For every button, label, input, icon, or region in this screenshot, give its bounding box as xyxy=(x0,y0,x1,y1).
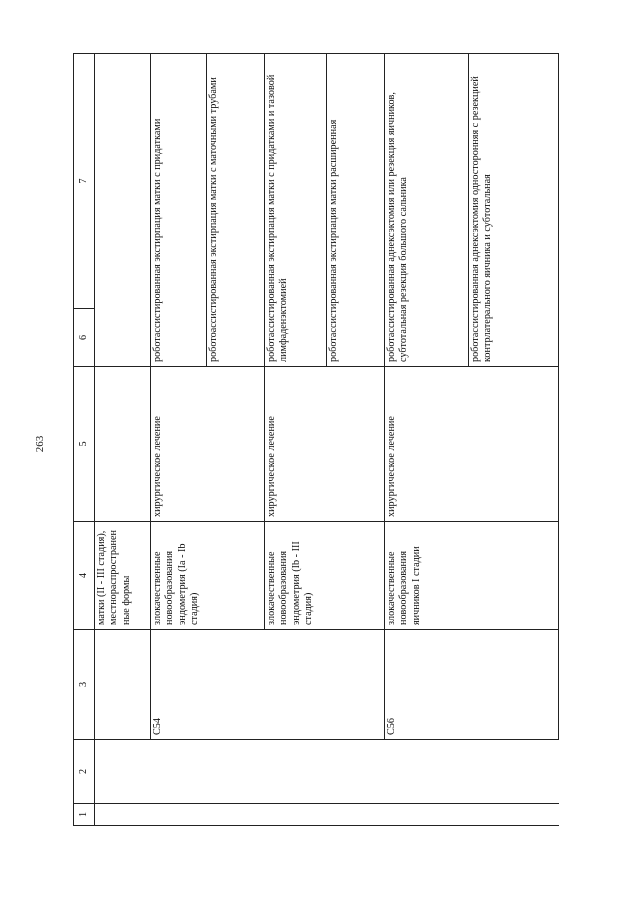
diagnosis-cell: злокачественные новообразования эндометрия (Ia - Ib стадия) xyxy=(151,522,265,630)
treatment-cell: хирургическое лечение xyxy=(385,367,559,522)
column-number: 1 xyxy=(74,804,95,826)
col2-cell xyxy=(95,740,559,804)
method-cell xyxy=(95,54,151,367)
column-number: 6 xyxy=(74,309,95,367)
method-cell: роботассистированная аднексэктомия или резекция яичников, субтотальная резекция большого сальника xyxy=(385,54,469,367)
column-number: 3 xyxy=(74,630,95,740)
col1-cell xyxy=(95,804,559,826)
method-cell: роботассистированная аднексэктомия односторонняя с резекцией контрлатерального яичника и субтотальная xyxy=(469,54,559,367)
code-cell: C56 xyxy=(385,630,559,740)
column-number: 7 xyxy=(74,54,95,309)
method-cell: роботоассистированная экстирпация матки с маточными трубами xyxy=(207,54,265,367)
treatment-cell: хирургическое лечение xyxy=(151,367,265,522)
column-number: 4 xyxy=(74,522,95,630)
column-number-row xyxy=(74,54,95,826)
column-number: 5 xyxy=(74,367,95,522)
col5-cell xyxy=(95,367,151,522)
method-cell: роботассистированная экстирпация матки с придатками и тазовой лимфаденэктомией xyxy=(265,54,327,367)
page-number: 263 xyxy=(34,435,46,453)
table-row xyxy=(385,54,469,826)
table-row xyxy=(151,54,207,826)
column-number: 2 xyxy=(74,740,95,804)
table-row xyxy=(95,54,151,826)
col3-cell xyxy=(95,630,151,740)
code-cell: C54 xyxy=(151,630,385,740)
diagnosis-cell: матки (II - III стадия), местнораспространенные формы xyxy=(95,522,151,630)
method-cell: роботассистированная экстирпация матки расширенная xyxy=(327,54,385,367)
procedures-table xyxy=(73,53,559,826)
diagnosis-cell: злокачественные новообразования яичников I стадии xyxy=(385,522,559,630)
method-cell: роботассистированная экстирпация матки с придатками xyxy=(151,54,207,367)
treatment-cell: хирургическое лечение xyxy=(265,367,385,522)
rotated-table-container xyxy=(73,54,543,826)
diagnosis-cell: злокачественные новообразования эндометрия (Ib - III стадия) xyxy=(265,522,385,630)
